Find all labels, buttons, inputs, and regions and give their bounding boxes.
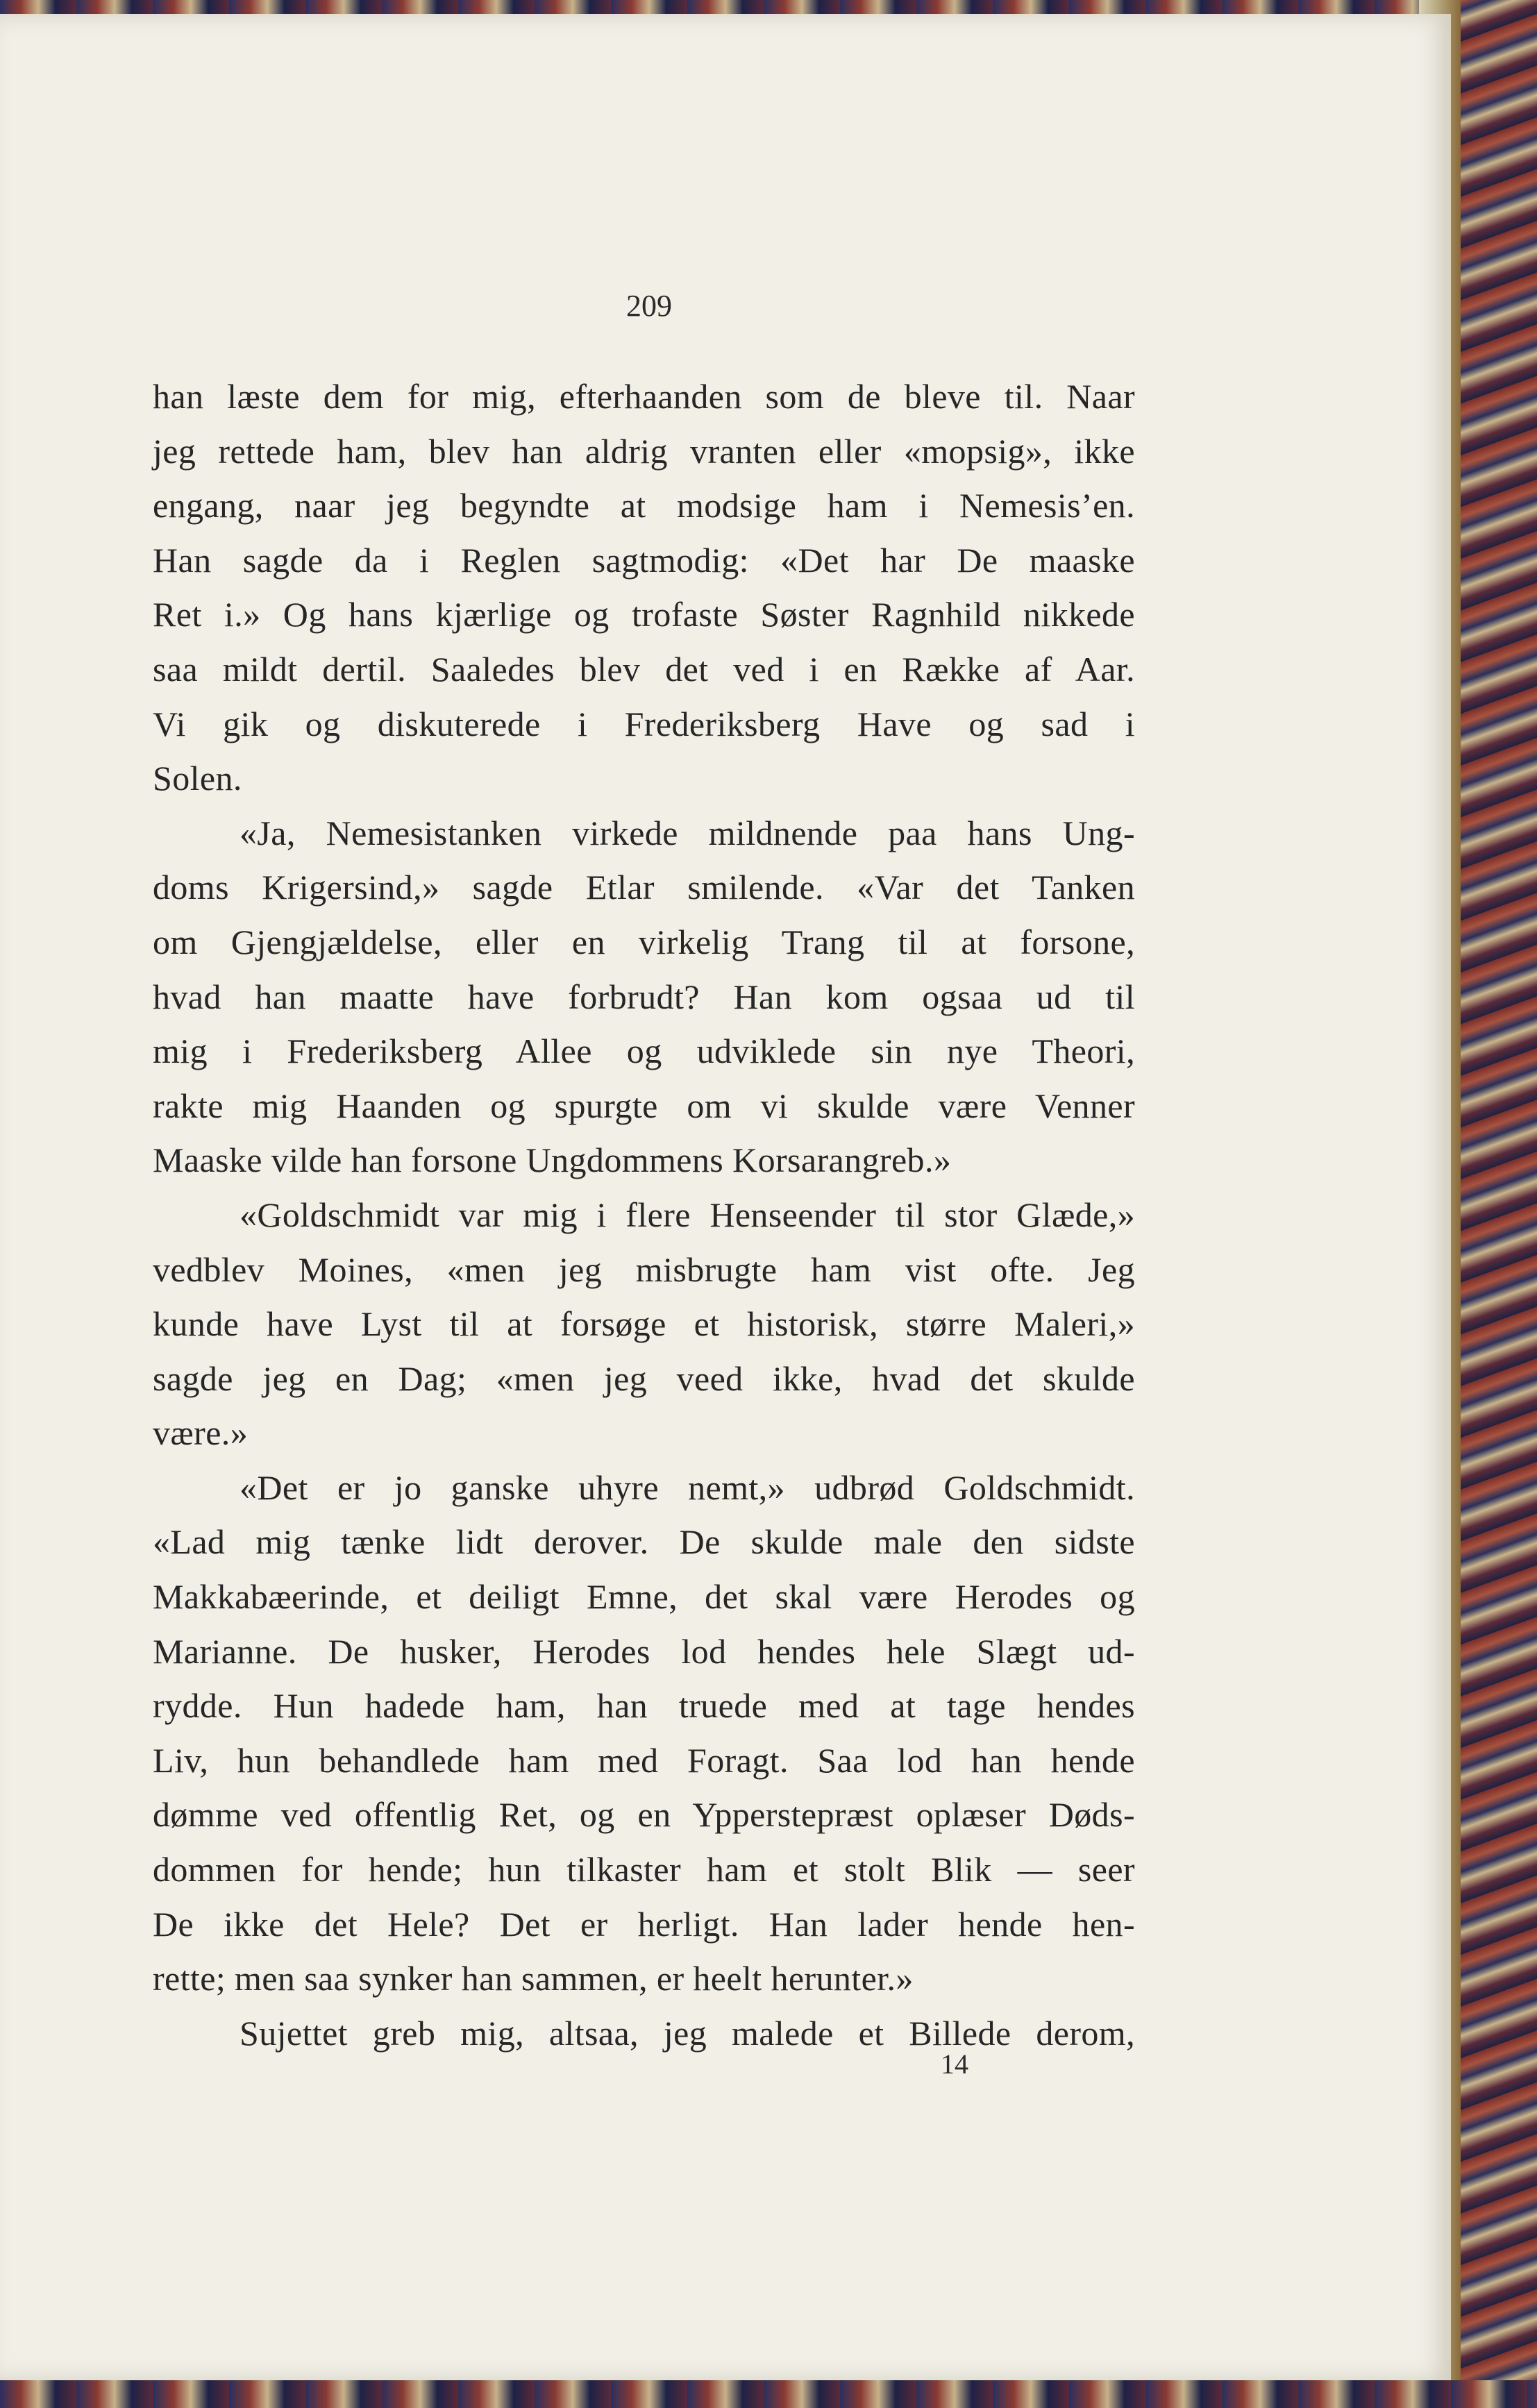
text-line: om Gjengjældelse, eller en virkelig Trang til at forsone, bbox=[153, 922, 1135, 961]
text-line: Marianne. De husker, Herodes lod hendes hele Slægt ud- bbox=[153, 1631, 1135, 1671]
text-line: han læste dem for mig, efterhaanden som de bleve til. Naar bbox=[153, 377, 1135, 416]
text-line: mig i Frederiksberg Allee og udviklede sin nye Theori, bbox=[153, 1032, 1135, 1071]
text-line: doms Krigersind,» sagde Etlar smilende. «Var det Tanken bbox=[153, 868, 1135, 907]
text-line: vedblev Moines, «men jeg misbrugte ham vist ofte. Jeg bbox=[153, 1249, 1135, 1289]
book-cover-bottom-edge bbox=[0, 2380, 1537, 2408]
text-line: Liv, hun behandlede ham med Foragt. Saa lod han hende bbox=[153, 1740, 1135, 1780]
text-line: hvad han maatte have forbrudt? Han kom ogsaa ud til bbox=[153, 977, 1135, 1016]
text-line: Makkabæerinde, et deiligt Emne, det skal være Herodes og bbox=[153, 1577, 1135, 1617]
text-line: Maaske vilde han forsone Ungdommens Korsarangreb.» bbox=[153, 1140, 952, 1180]
text-line: «Lad mig tænke lidt derover. De skulde male den sidste bbox=[153, 1522, 1135, 1562]
text-line: «Ja, Nemesistanken virkede mildnende paa hans Ung- bbox=[240, 813, 1135, 852]
text-line: saa mildt dertil. Saaledes blev det ved i en Række af Aar. bbox=[153, 649, 1135, 689]
text-line: Han sagde da i Reglen sagtmodig: «Det har De maaske bbox=[153, 540, 1135, 580]
text-line: engang, naar jeg begyndte at modsige ham i Nemesis’en. bbox=[153, 486, 1135, 525]
text-line: kunde have Lyst til at forsøge et historisk, større Maleri,» bbox=[153, 1304, 1135, 1344]
text-line: «Goldschmidt var mig i flere Henseender til stor Glæde,» bbox=[240, 1195, 1135, 1234]
text-line: dommen for hende; hun tilkaster ham et stolt Blik — seer bbox=[153, 1850, 1135, 1889]
book-page bbox=[0, 14, 1451, 2381]
body-text bbox=[153, 369, 1135, 2060]
page-number: 209 bbox=[626, 289, 672, 323]
text-line: Solen. bbox=[153, 759, 242, 798]
text-line: dømme ved offentlig Ret, og en Ypperstepræst oplæser Døds- bbox=[153, 1795, 1135, 1835]
text-line: være.» bbox=[153, 1413, 249, 1453]
text-line: rydde. Hun hadede ham, han truede med at tage hendes bbox=[153, 1686, 1135, 1726]
text-line: sagde jeg en Dag; «men jeg veed ikke, hvad det skulde bbox=[153, 1358, 1135, 1398]
text-line: rette; men saa synker han sammen, er heelt herunter.» bbox=[153, 1959, 914, 1998]
text-line: jeg rettede ham, blev han aldrig vranten eller «mopsig», ikke bbox=[153, 431, 1135, 471]
text-line: «Det er jo ganske uhyre nemt,» udbrød Goldschmidt. bbox=[240, 1467, 1135, 1507]
text-line: Sujettet greb mig, altsaa, jeg malede et Billede derom, bbox=[240, 2013, 1135, 2053]
text-line: De ikke det Hele? Det er herligt. Han lader hende hen- bbox=[153, 1904, 1135, 1944]
text-line: Ret i.» Og hans kjærlige og trofaste Søster Ragnhild nikkede bbox=[153, 595, 1135, 634]
text-line: rakte mig Haanden og spurgte om vi skulde være Venner bbox=[153, 1086, 1135, 1125]
text-line: Vi gik og diskuterede i Frederiksberg Have og sad i bbox=[153, 704, 1135, 743]
printer-signature-mark: 14 bbox=[941, 2048, 968, 2080]
